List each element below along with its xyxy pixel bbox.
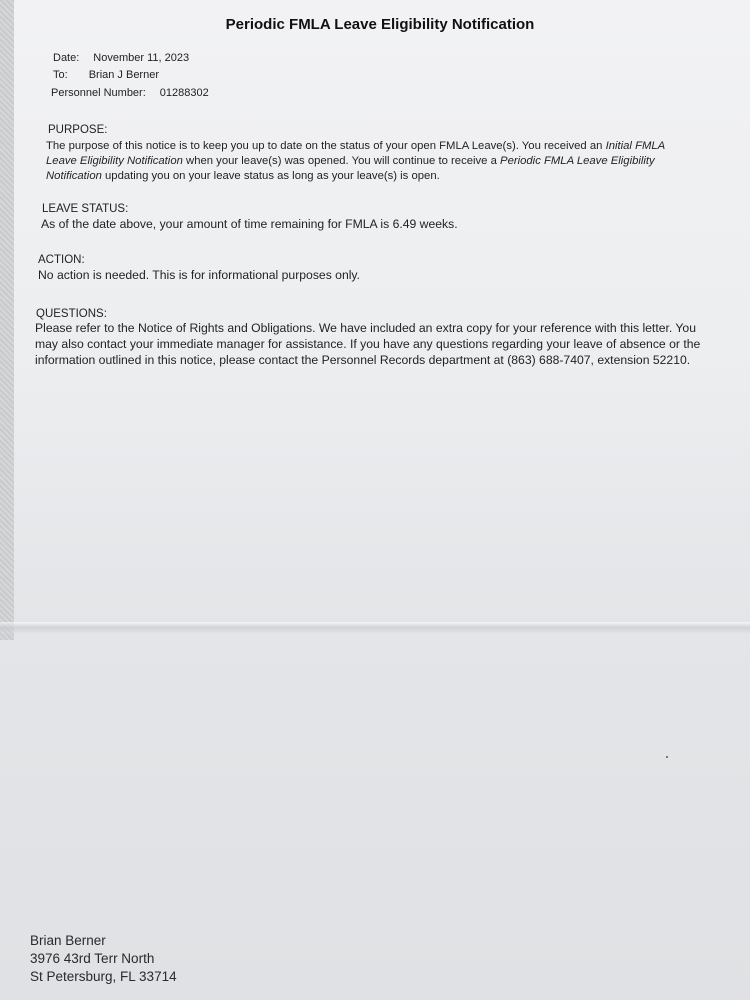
document-title: Periodic FMLA Leave Eligibility Notification xyxy=(225,16,535,33)
purpose-paragraph xyxy=(46,139,665,184)
purpose-text: updating you on your leave status as long as your leave(s) is open. xyxy=(101,170,440,182)
date-label: Date: xyxy=(53,52,80,64)
purpose-line-2 xyxy=(46,154,665,169)
purpose-italic-text: Initial FMLA xyxy=(605,140,666,152)
action-text xyxy=(38,267,360,283)
action-heading: ACTION: xyxy=(38,254,85,266)
questions-line-3: information outlined in this notice, please contact the Personnel Records department at (863) 688-7407, extension 52210. xyxy=(35,353,691,367)
mailing-address xyxy=(30,932,177,986)
address-street: 3976 43rd Terr North xyxy=(30,951,155,966)
personnel-row xyxy=(51,87,209,99)
date-value: November 11, 2023 xyxy=(93,52,190,64)
address-city: St Petersburg, FL 33714 xyxy=(30,969,177,984)
purpose-italic-text: Notification xyxy=(46,170,102,182)
personnel-label: Personnel Number: xyxy=(51,87,146,99)
purpose-heading: PURPOSE: xyxy=(48,124,108,136)
purpose-text: The purpose of this notice is to keep you up to date on the status of your open FMLA Leave(s). You received an xyxy=(46,140,606,152)
action-line: No action is needed. This is for informational purposes only. xyxy=(38,268,361,282)
purpose-text: when your leave(s) was opened. You will continue to receive a xyxy=(182,155,501,167)
leave-status-heading: LEAVE STATUS: xyxy=(42,203,129,215)
purpose-italic-text: Periodic FMLA Leave Eligibility xyxy=(500,155,655,167)
address-name: Brian Berner xyxy=(30,933,106,948)
paper-fold-line xyxy=(0,622,750,634)
leave-status-line: As of the date above, your amount of time remaining for FMLA is 6.49 weeks. xyxy=(41,217,458,231)
to-label: To: xyxy=(53,69,68,81)
questions-paragraph xyxy=(35,320,700,368)
purpose-italic-text: Leave Eligibility Notification xyxy=(46,155,183,167)
questions-line-2: may also contact your immediate manager for assistance. If you have any questions regarding your leave of absence or the xyxy=(35,337,701,351)
questions-heading: QUESTIONS: xyxy=(36,308,107,320)
purpose-line-1 xyxy=(46,139,665,154)
date-row xyxy=(53,52,189,64)
to-row xyxy=(53,69,159,81)
to-value: Brian J Berner xyxy=(88,69,159,81)
personnel-value: 01288302 xyxy=(159,87,209,99)
questions-line-1: Please refer to the Notice of Rights and Obligations. We have included an extra copy for your reference with this letter. You xyxy=(35,321,696,335)
background-surface xyxy=(0,0,14,640)
purpose-line-3 xyxy=(46,169,665,184)
paper-speck xyxy=(666,756,668,758)
leave-status-text xyxy=(41,216,458,232)
